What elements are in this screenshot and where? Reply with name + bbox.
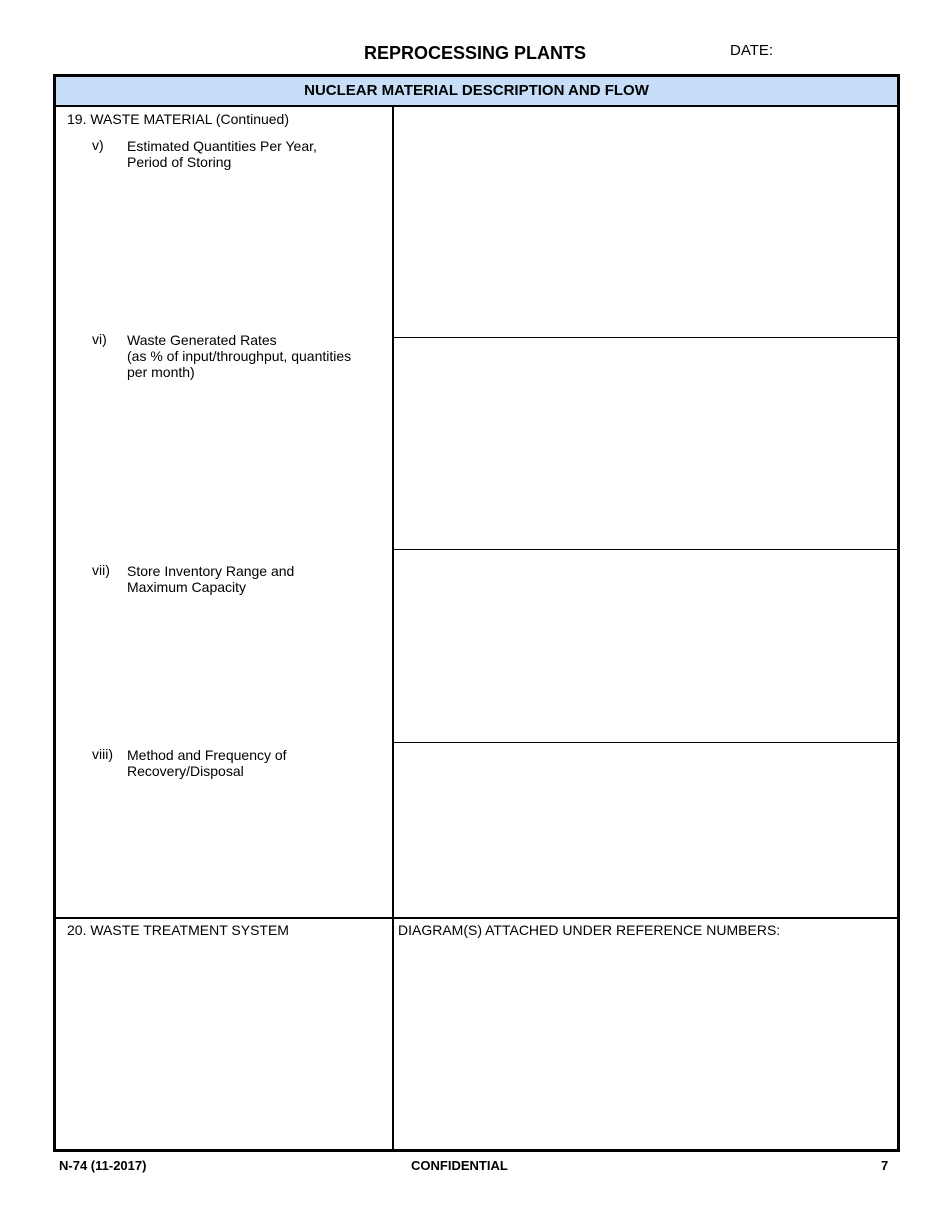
item20-heading: 20. WASTE TREATMENT SYSTEM: [67, 922, 289, 938]
subitem-vi-label-line2: (as % of input/throughput, quantities: [127, 348, 352, 364]
subitem-vii-answer-field[interactable]: [394, 550, 897, 742]
subitem-v-number: v): [92, 137, 104, 153]
subitem-vii-label-line1: Store Inventory Range and: [127, 563, 295, 579]
subitem-vi-label-line3: per month): [127, 364, 195, 380]
subitem-v-label-line1: Estimated Quantities Per Year,: [127, 138, 317, 154]
page-title: REPROCESSING PLANTS: [363, 43, 587, 63]
section-header: NUCLEAR MATERIAL DESCRIPTION AND FLOW: [56, 77, 897, 107]
subitem-v-answer-field[interactable]: [394, 107, 897, 337]
subitem-vii-number: vii): [92, 562, 110, 578]
form-frame: [53, 74, 900, 1152]
subitem-vi-answer-field[interactable]: [394, 338, 897, 549]
form-number: N-74 (11-2017): [59, 1158, 147, 1173]
item19-heading: 19. WASTE MATERIAL (Continued): [67, 111, 289, 127]
classification-label: CONFIDENTIAL: [411, 1158, 508, 1173]
row-divider-item20: [56, 917, 897, 919]
diagram-reference-field[interactable]: [394, 943, 897, 1149]
diagram-reference-label: DIAGRAM(S) ATTACHED UNDER REFERENCE NUMBERS:: [398, 922, 781, 938]
page-number: 7: [881, 1158, 889, 1173]
subitem-viii-label-line1: Method and Frequency of: [127, 747, 287, 763]
date-label: DATE:: [730, 42, 774, 59]
subitem-vii-label-line2: Maximum Capacity: [127, 579, 247, 595]
subitem-viii-number: viii): [92, 746, 113, 762]
subitem-vi-label-line1: Waste Generated Rates: [127, 332, 277, 348]
subitem-v-label-line2: Period of Storing: [127, 154, 232, 170]
subitem-viii-answer-field[interactable]: [394, 743, 897, 917]
subitem-vi-number: vi): [92, 331, 107, 347]
subitem-viii-label-line2: Recovery/Disposal: [127, 763, 244, 779]
